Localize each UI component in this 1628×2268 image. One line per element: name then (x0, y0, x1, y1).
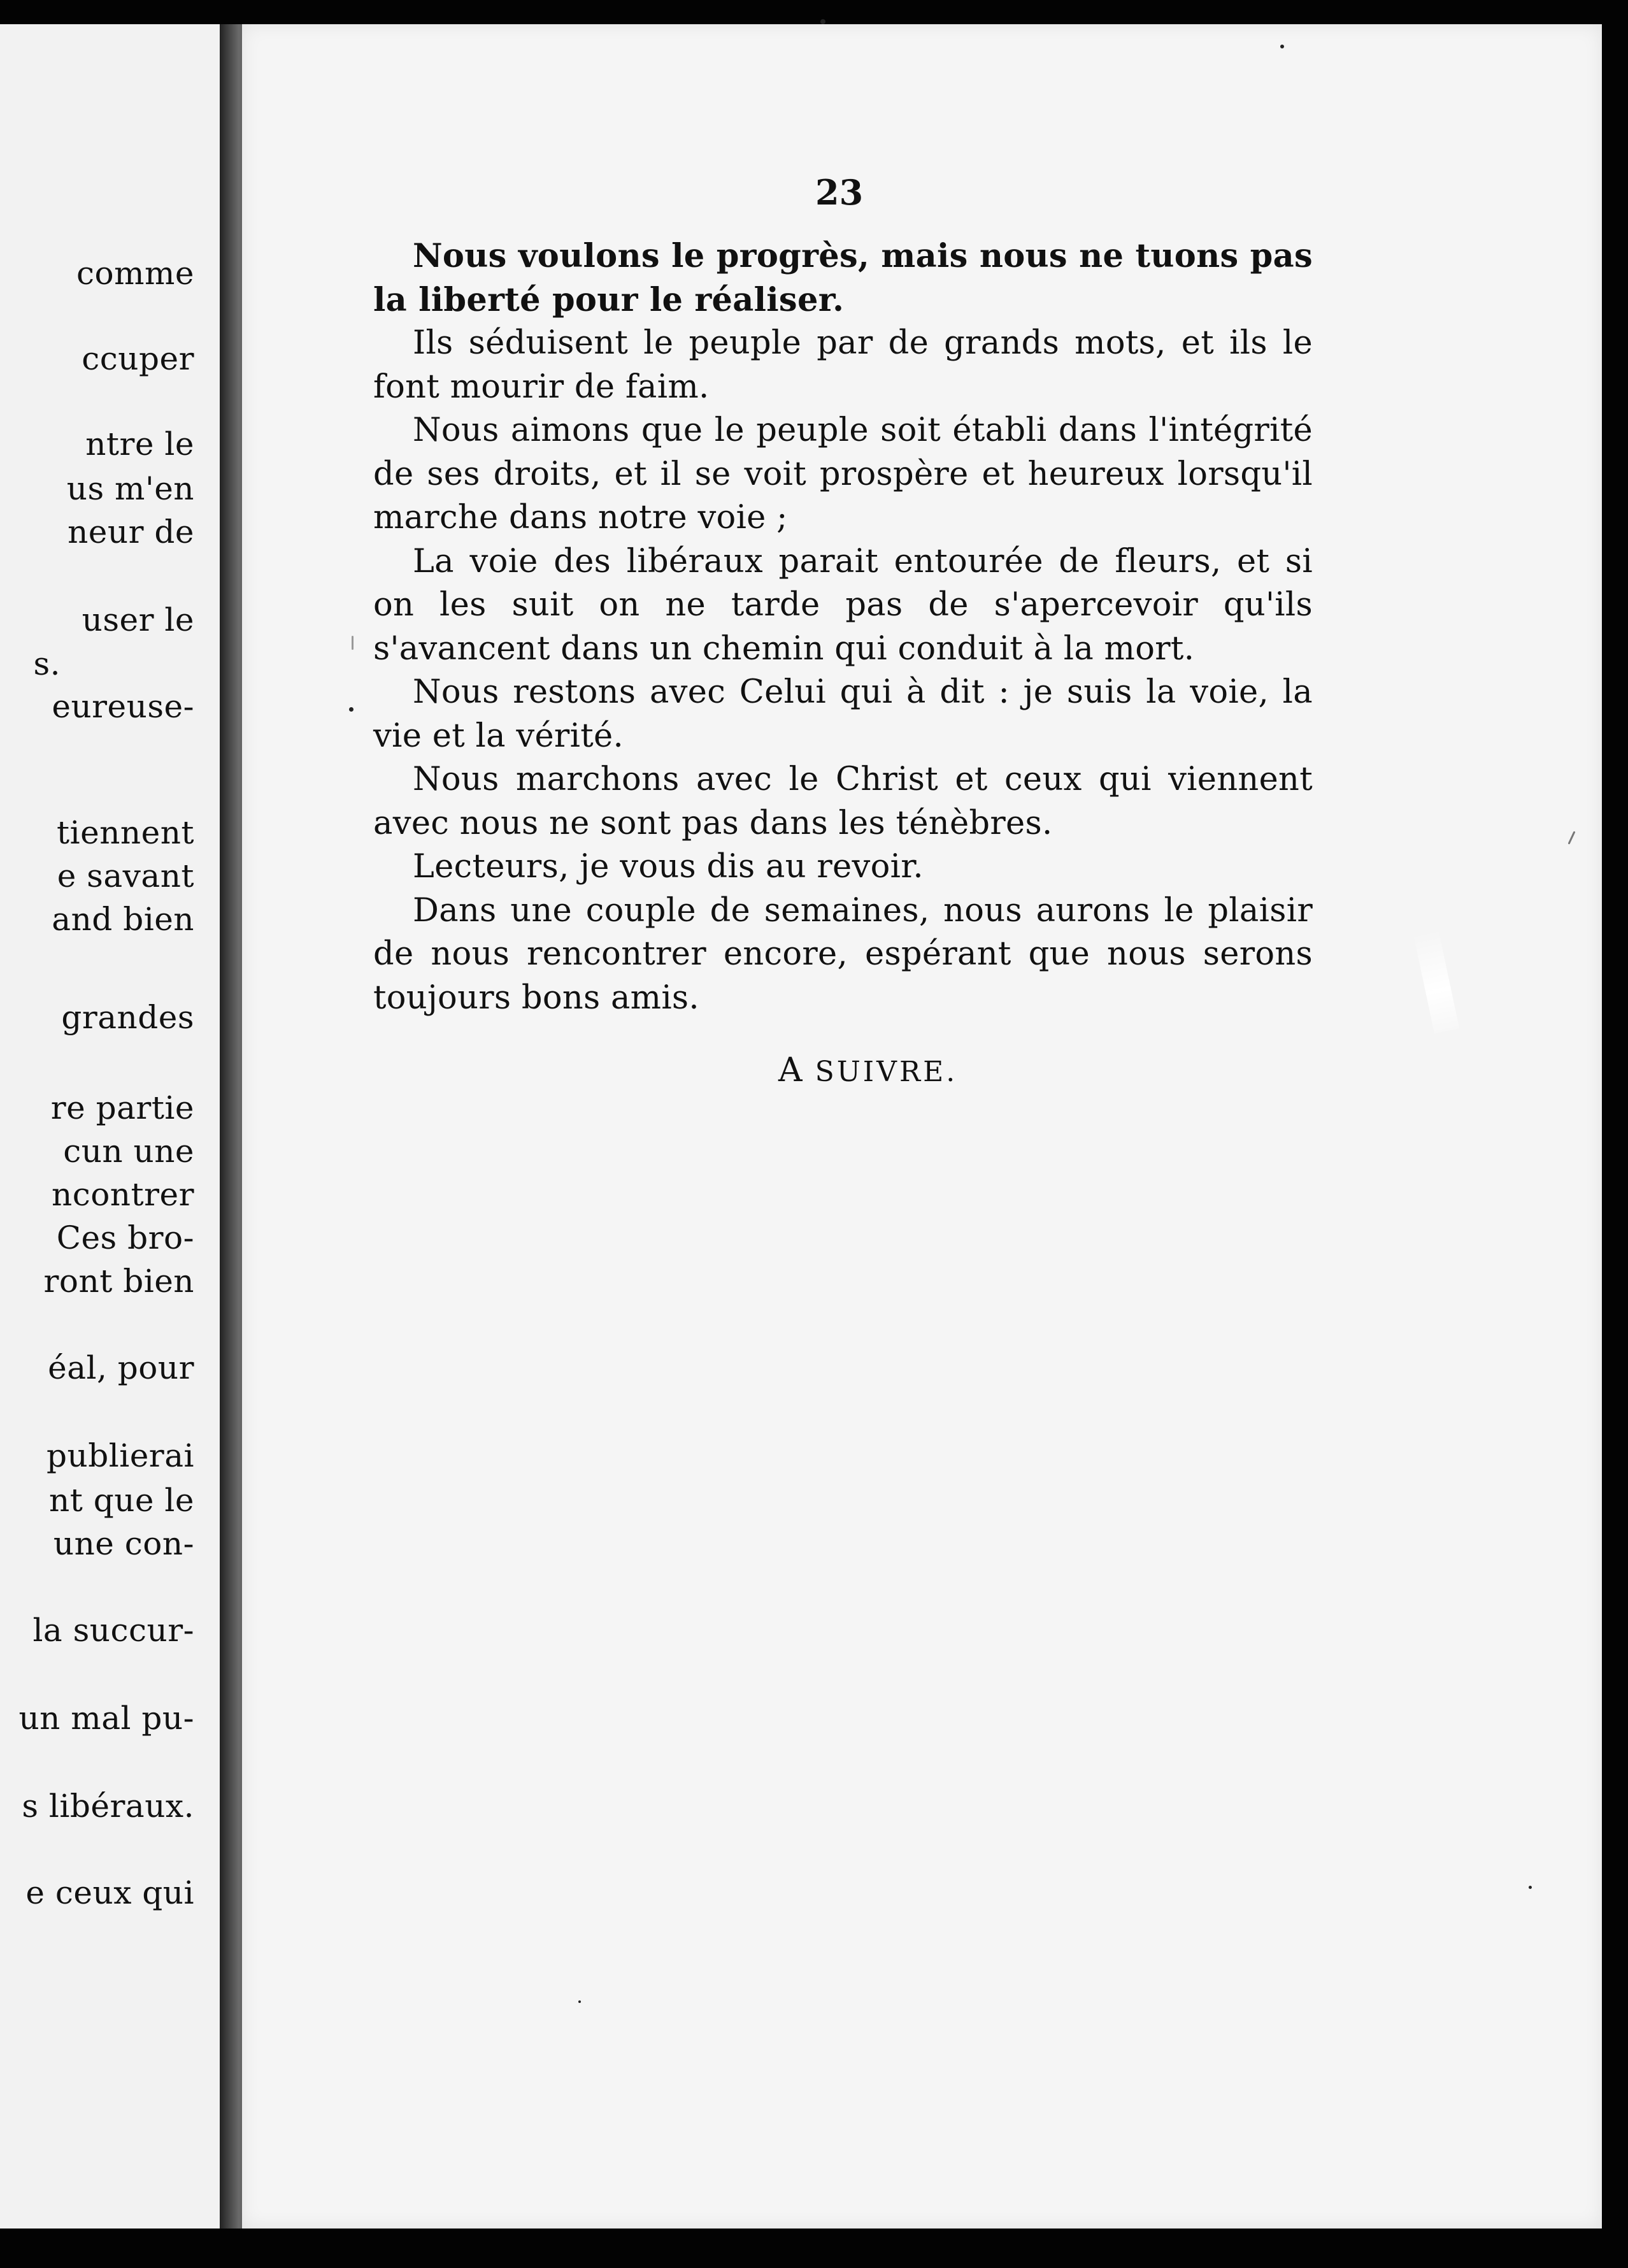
paragraph: Nous restons avec Celui qui à dit : je suis la voie, la vie et la vérité. (373, 673, 1313, 755)
scan-speck (1280, 45, 1284, 48)
page-number: 23 (815, 172, 864, 213)
left-fragment-line: and bien (52, 901, 194, 938)
paragraph: Nous voulons le progrès, mais nous ne tuons pas la liberté pour le réaliser. (373, 237, 1313, 319)
left-fragment-line: user le (82, 601, 194, 638)
left-fragment-line: une con- (53, 1525, 194, 1562)
left-fragment-line: re partie (50, 1089, 194, 1126)
left-fragment-line: cun une (63, 1133, 194, 1170)
left-fragment-line: e savant (57, 858, 194, 894)
previous-page-fragment (0, 24, 220, 2229)
left-fragment-line: ront bien (43, 1263, 194, 1300)
paragraph: Dans une couple de semaines, nous aurons le plaisir de nous rencontrer encore, espérant que nous serons toujours bons amis. (373, 891, 1313, 1017)
left-fragment-line: ncontrer (52, 1176, 194, 1213)
paragraph: Nous aimons que le peuple soit établi dans l'intégrité de ses droits, et il se voit prospère et heureux lorsqu'il marche dans notre voie ; (373, 412, 1313, 536)
left-fragment-line: s libéraux. (22, 1788, 194, 1825)
left-fragment-line: Ces bro- (56, 1219, 194, 1256)
left-fragment-line: ccuper (82, 340, 194, 377)
left-fragment-line: publierai (46, 1437, 194, 1474)
left-fragment-line: neur de (68, 513, 194, 550)
left-fragment-line: eureuse- (52, 688, 194, 725)
scan-speck (578, 2000, 581, 2003)
closing-rest: SUIVRE. (815, 1056, 958, 1088)
paragraph: Ils séduisent le peuple par de grands mots, et ils le font mourir de faim. (373, 324, 1313, 406)
left-fragment-line: e ceux qui (25, 1874, 194, 1911)
left-fragment-line: tiennent (57, 814, 194, 851)
closing-note (778, 1051, 957, 1089)
page-body (373, 234, 1313, 1020)
left-fragment-line: grandes (61, 999, 194, 1036)
left-fragment-line: comme (76, 255, 194, 292)
closing-initial: A (778, 1051, 804, 1089)
left-fragment-line: us m'en (66, 470, 194, 507)
left-fragment-line: un mal pu- (18, 1700, 194, 1737)
paragraph: Nous marchons avec le Christ et ceux qui viennent avec nous ne sont pas dans les ténèbres. (373, 761, 1313, 842)
scan-speck (349, 707, 353, 712)
left-fragment-line: éal, pour (48, 1349, 194, 1386)
scan-speck (1529, 1886, 1532, 1889)
scan-speck (820, 19, 825, 24)
left-fragment-line: s. (33, 645, 61, 682)
paragraph: La voie des libéraux parait entourée de fleurs, et si on les suit on ne tarde pas de s'apercevoir qu'ils s'avancent dans un chemin qui conduit à la mort. (373, 542, 1313, 668)
left-fragment-line: nt que le (49, 1482, 194, 1519)
paragraph: Lecteurs, je vous dis au revoir. (413, 848, 924, 886)
scan-speck (352, 636, 353, 650)
left-fragment-line: ntre le (85, 426, 194, 463)
left-fragment-line: la succur- (32, 1612, 194, 1649)
